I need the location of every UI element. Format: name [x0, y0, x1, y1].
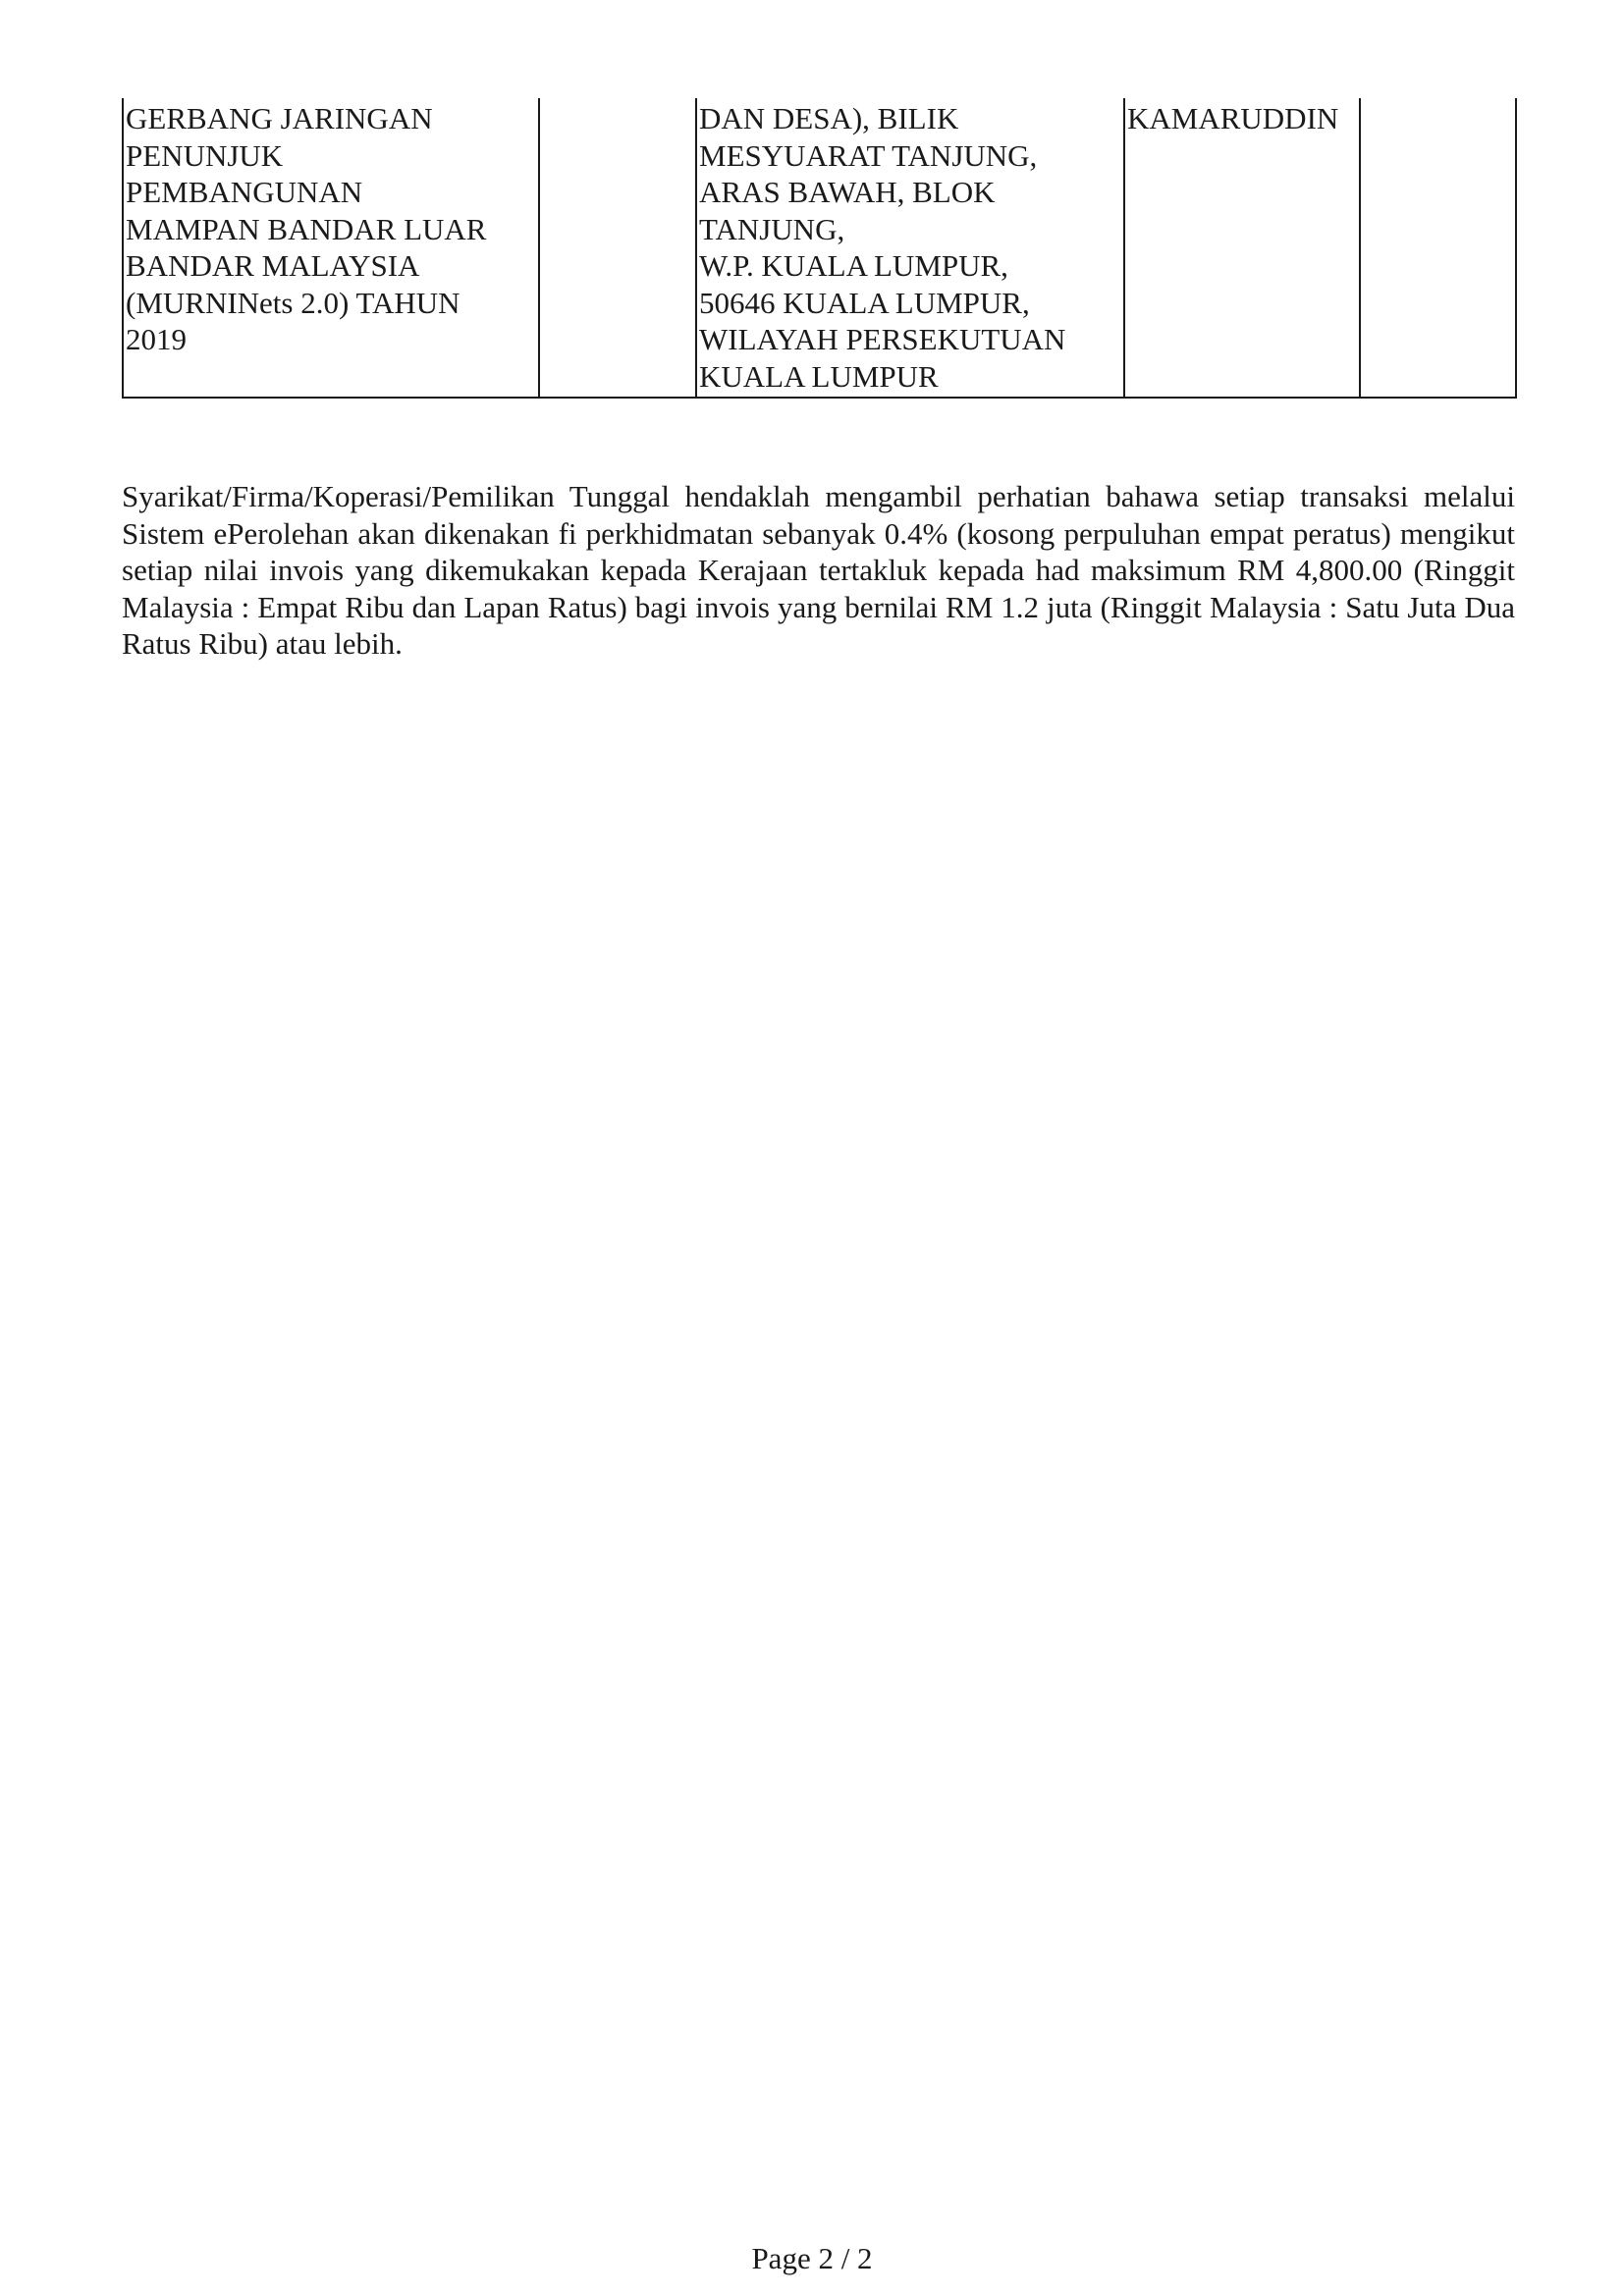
empty-cell [539, 98, 696, 398]
page-number: Page 2 / 2 [751, 2241, 873, 2275]
tender-table [122, 98, 1517, 399]
tender-table-container [122, 98, 1515, 399]
service-fee-notice: Syarikat/Firma/Koperasi/Pemilikan Tunggal hendaklah mengambil perhatian bahawa setiap transaksi melalui Sistem ePerolehan akan dikenakan fi perkhidmatan sebanyak 0.4% (kosong perpuluhan empat peratus) mengikut setiap nilai invois yang dikemukakan kepada Kerajaan tertakluk kepada had maksimum RM 4,800.00 (Ringgit Malaysia : Empat Ribu dan Lapan Ratus) bagi invois yang bernilai RM 1.2 juta (Ringgit Malaysia : Satu Juta Dua Ratus Ribu) atau lebih. [122, 479, 1515, 662]
officer-cell: KAMARUDDIN [1124, 98, 1360, 398]
tender-title-cell: GERBANG JARINGAN PENUNJUK PEMBANGUNAN MAMPAN BANDAR LUAR BANDAR MALAYSIA (MURNINets 2.0) TAHUN 2019 [123, 98, 539, 398]
location-cell: DAN DESA), BILIK MESYUARAT TANJUNG, ARAS BAWAH, BLOK TANJUNG, W.P. KUALA LUMPUR, 50646 KUALA LUMPUR, WILAYAH PERSEKUTUAN KUALA LUMPUR [696, 98, 1124, 398]
empty-cell [1360, 98, 1516, 398]
table-row [123, 98, 1516, 398]
